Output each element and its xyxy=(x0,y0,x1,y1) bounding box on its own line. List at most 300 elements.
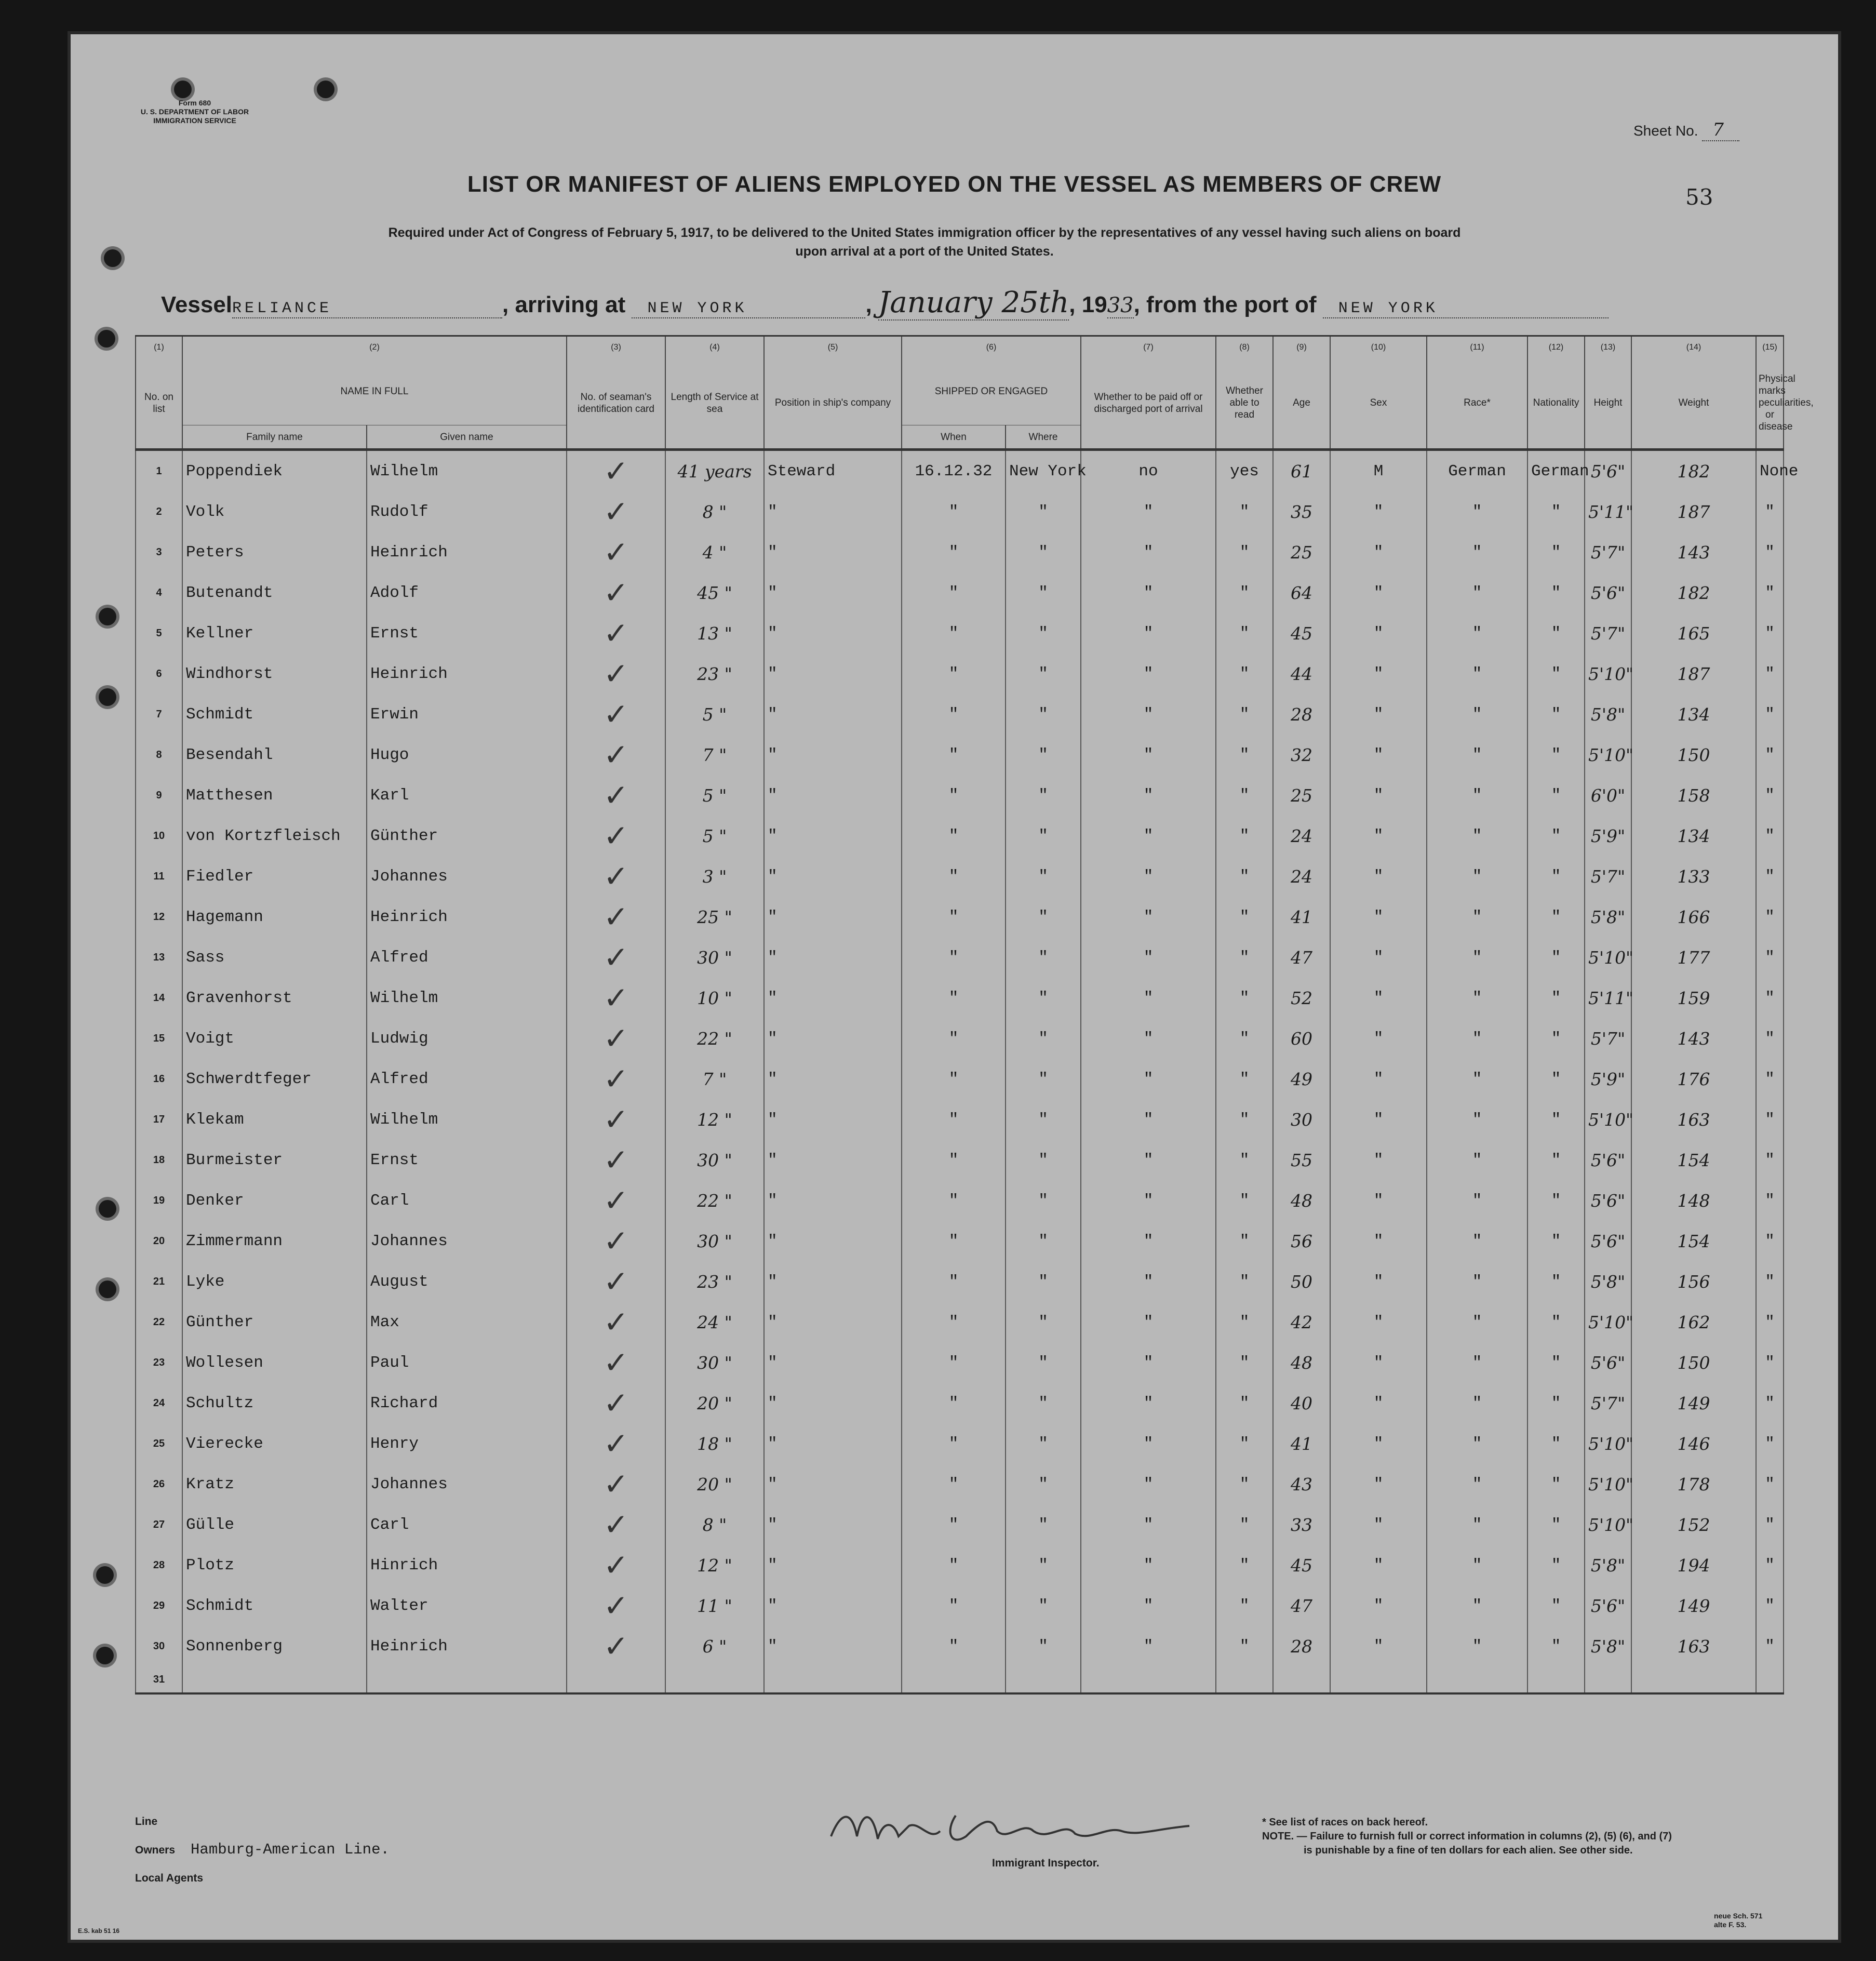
shipped-where-cell: " xyxy=(1006,572,1081,613)
family-name-cell: Sonnenberg xyxy=(182,1626,367,1666)
race-cell: " xyxy=(1427,1221,1527,1261)
race-cell: " xyxy=(1427,613,1527,653)
weight-cell: 178 xyxy=(1631,1464,1756,1504)
column-number: (6) xyxy=(902,336,1081,358)
service-name: IMMIGRATION SERVICE xyxy=(153,116,236,125)
race-cell: " xyxy=(1427,735,1527,775)
position-cell: " xyxy=(764,1140,902,1180)
sex-cell: M xyxy=(1330,450,1427,492)
given-name-cell: Johannes xyxy=(367,1221,567,1261)
header-shipped-engaged: SHIPPED OR ENGAGED xyxy=(902,357,1081,425)
physical-marks-cell: " xyxy=(1756,1099,1784,1140)
nationality-cell: " xyxy=(1527,653,1585,694)
able-to-read-cell: " xyxy=(1216,572,1273,613)
column-number: (15) xyxy=(1756,336,1784,358)
weight-cell: 163 xyxy=(1631,1099,1756,1140)
length-of-service-cell: 6 " xyxy=(665,1626,764,1666)
sex-cell: " xyxy=(1330,1342,1427,1383)
nationality-cell: " xyxy=(1527,1221,1585,1261)
shipped-when-cell: " xyxy=(902,1221,1006,1261)
sex-cell: " xyxy=(1330,816,1427,856)
table-row xyxy=(136,1018,1784,1059)
physical-marks-cell: " xyxy=(1756,1464,1784,1504)
position-cell: " xyxy=(764,1180,902,1221)
header-family-name: Family name xyxy=(182,425,367,450)
column-number: (5) xyxy=(764,336,902,358)
shipped-where-cell: " xyxy=(1006,735,1081,775)
sheet-number-field xyxy=(1633,119,1739,140)
length-of-service-cell: 13 " xyxy=(665,613,764,653)
given-name-cell: Carl xyxy=(367,1504,567,1545)
column-number: (7) xyxy=(1081,336,1216,358)
line-field xyxy=(135,1808,390,1836)
family-name-cell: Matthesen xyxy=(182,775,367,816)
position-cell: " xyxy=(764,491,902,532)
height-cell: 5'8" xyxy=(1585,897,1631,937)
column-number: (11) xyxy=(1427,336,1527,358)
physical-marks-cell: " xyxy=(1756,897,1784,937)
paid-off-cell: " xyxy=(1081,1464,1216,1504)
shipped-when-cell: 16.12.32 xyxy=(902,450,1006,492)
shipped-where-cell: " xyxy=(1006,1018,1081,1059)
id-card-check-cell: ✓ xyxy=(567,735,665,775)
header-position: Position in ship's company xyxy=(764,357,902,450)
length-of-service-cell: 20 " xyxy=(665,1464,764,1504)
race-cell: " xyxy=(1427,532,1527,572)
age-cell: 64 xyxy=(1273,572,1330,613)
paid-off-cell: " xyxy=(1081,1504,1216,1545)
shipped-when-cell: " xyxy=(902,1504,1006,1545)
paid-off-cell: " xyxy=(1081,653,1216,694)
height-cell: 5'10" xyxy=(1585,653,1631,694)
shipped-when-cell: " xyxy=(902,694,1006,735)
shipped-where-cell: " xyxy=(1006,937,1081,978)
sex-cell: " xyxy=(1330,1626,1427,1666)
weight-cell: 187 xyxy=(1631,653,1756,694)
position-cell: " xyxy=(764,937,902,978)
weight-cell: 154 xyxy=(1631,1221,1756,1261)
row-number-cell: 9 xyxy=(136,775,182,816)
given-name-cell: Ludwig xyxy=(367,1018,567,1059)
family-name-cell: Schmidt xyxy=(182,694,367,735)
height-cell: 5'7" xyxy=(1585,613,1631,653)
header-height: Height xyxy=(1585,357,1631,450)
length-of-service-cell: 4 " xyxy=(665,532,764,572)
header-length-service: Length of Service at sea xyxy=(665,357,764,450)
id-card-check-cell: ✓ xyxy=(567,775,665,816)
age-cell: 24 xyxy=(1273,856,1330,897)
nationality-cell: " xyxy=(1527,816,1585,856)
given-name-cell: August xyxy=(367,1261,567,1302)
id-card-check-cell: ✓ xyxy=(567,653,665,694)
able-to-read-cell: " xyxy=(1216,1180,1273,1221)
paid-off-cell: " xyxy=(1081,1059,1216,1099)
age-cell: 35 xyxy=(1273,491,1330,532)
length-of-service-cell: 24 " xyxy=(665,1302,764,1342)
able-to-read-cell: " xyxy=(1216,816,1273,856)
shipped-where-cell: " xyxy=(1006,491,1081,532)
shipped-when-cell: " xyxy=(902,1585,1006,1626)
shipped-where-cell: " xyxy=(1006,1342,1081,1383)
family-name-cell: Gülle xyxy=(182,1504,367,1545)
position-cell: " xyxy=(764,1464,902,1504)
header-id-card: No. of seaman's identification card xyxy=(567,357,665,450)
position-cell: " xyxy=(764,1423,902,1464)
id-card-check-cell: ✓ xyxy=(567,1585,665,1626)
height-cell: 5'8" xyxy=(1585,1261,1631,1302)
shipped-when-cell: " xyxy=(902,1464,1006,1504)
family-name-cell: Vierecke xyxy=(182,1423,367,1464)
height-cell: 5'6" xyxy=(1585,1585,1631,1626)
shipped-when-cell: " xyxy=(902,653,1006,694)
row-number-cell: 21 xyxy=(136,1261,182,1302)
age-cell: 47 xyxy=(1273,1585,1330,1626)
table-row xyxy=(136,572,1784,613)
table-row xyxy=(136,1423,1784,1464)
table-row xyxy=(136,775,1784,816)
position-cell: " xyxy=(764,978,902,1018)
shipped-where-cell: " xyxy=(1006,978,1081,1018)
age-cell: 41 xyxy=(1273,1423,1330,1464)
age-cell: 40 xyxy=(1273,1383,1330,1423)
footnote-penalty: NOTE. — Failure to furnish full or correct information in columns (2), (5) (6), and (7) xyxy=(1262,1831,1672,1842)
length-of-service-cell: 22 " xyxy=(665,1018,764,1059)
header-paid-off: Whether to be paid off or discharged port of arrival xyxy=(1081,357,1216,450)
page-number: 53 xyxy=(1685,184,1713,210)
position-cell: " xyxy=(764,1342,902,1383)
owners-label: Owners xyxy=(135,1844,176,1856)
sex-cell: " xyxy=(1330,1261,1427,1302)
age-cell: 25 xyxy=(1273,532,1330,572)
height-cell: 5'6" xyxy=(1585,1140,1631,1180)
punch-hole xyxy=(99,608,116,625)
race-cell: " xyxy=(1427,937,1527,978)
weight-cell: 152 xyxy=(1631,1504,1756,1545)
age-cell: 28 xyxy=(1273,694,1330,735)
given-name-cell: Ernst xyxy=(367,613,567,653)
punch-hole xyxy=(104,249,122,267)
id-card-check-cell: ✓ xyxy=(567,572,665,613)
nationality-cell: " xyxy=(1527,1464,1585,1504)
printer-code: E.S. kab 51 16 xyxy=(78,1927,120,1935)
paid-off-cell: " xyxy=(1081,816,1216,856)
row-number-cell: 8 xyxy=(136,735,182,775)
vessel-label: Vessel xyxy=(161,292,233,317)
id-card-check-cell: ✓ xyxy=(567,1504,665,1545)
sex-cell: " xyxy=(1330,897,1427,937)
position-cell: " xyxy=(764,775,902,816)
height-cell: 5'9" xyxy=(1585,1059,1631,1099)
shipped-when-cell: " xyxy=(902,572,1006,613)
length-of-service-cell: 30 " xyxy=(665,1140,764,1180)
family-name-cell: Denker xyxy=(182,1180,367,1221)
position-cell: " xyxy=(764,1545,902,1585)
family-name-cell: Burmeister xyxy=(182,1140,367,1180)
table-row xyxy=(136,1383,1784,1423)
arriving-port: NEW YORK xyxy=(632,300,865,318)
paid-off-cell: " xyxy=(1081,572,1216,613)
able-to-read-cell: " xyxy=(1216,775,1273,816)
sex-cell: " xyxy=(1330,856,1427,897)
weight-cell: 143 xyxy=(1631,532,1756,572)
empty-cell xyxy=(182,1666,367,1693)
physical-marks-cell: " xyxy=(1756,1504,1784,1545)
sex-cell: " xyxy=(1330,1099,1427,1140)
row-number-cell: 4 xyxy=(136,572,182,613)
paid-off-cell: " xyxy=(1081,1545,1216,1585)
family-name-cell: von Kortzfleisch xyxy=(182,816,367,856)
length-of-service-cell: 10 " xyxy=(665,978,764,1018)
age-cell: 61 xyxy=(1273,450,1330,492)
race-cell: " xyxy=(1427,1464,1527,1504)
empty-cell xyxy=(1081,1666,1216,1693)
position-cell: " xyxy=(764,816,902,856)
document-subtitle xyxy=(275,223,1574,261)
height-cell: 5'11" xyxy=(1585,978,1631,1018)
length-of-service-cell: 45 " xyxy=(665,572,764,613)
punch-hole xyxy=(96,1647,114,1664)
height-cell: 5'10" xyxy=(1585,1302,1631,1342)
id-card-check-cell: ✓ xyxy=(567,1626,665,1666)
given-name-cell: Erwin xyxy=(367,694,567,735)
row-number-cell: 11 xyxy=(136,856,182,897)
column-number: (3) xyxy=(567,336,665,358)
height-cell: 5'7" xyxy=(1585,532,1631,572)
footer-fields xyxy=(135,1808,390,1892)
table-row-empty xyxy=(136,1666,1784,1693)
weight-cell: 156 xyxy=(1631,1261,1756,1302)
sex-cell: " xyxy=(1330,978,1427,1018)
weight-cell: 177 xyxy=(1631,937,1756,978)
archive-ref-old: alte F. 53. xyxy=(1714,1920,1747,1929)
header-sex: Sex xyxy=(1330,357,1427,450)
physical-marks-cell: " xyxy=(1756,1018,1784,1059)
paid-off-cell: " xyxy=(1081,1099,1216,1140)
local-agents-field xyxy=(135,1864,390,1892)
id-card-check-cell: ✓ xyxy=(567,1342,665,1383)
able-to-read-cell: " xyxy=(1216,1585,1273,1626)
arrival-date: January 25th xyxy=(878,286,1069,319)
age-cell: 48 xyxy=(1273,1180,1330,1221)
row-number-cell: 29 xyxy=(136,1585,182,1626)
height-cell: 6'0" xyxy=(1585,775,1631,816)
sex-cell: " xyxy=(1330,1059,1427,1099)
paid-off-cell: " xyxy=(1081,1302,1216,1342)
shipped-when-cell: " xyxy=(902,532,1006,572)
physical-marks-cell: " xyxy=(1756,1383,1784,1423)
sex-cell: " xyxy=(1330,572,1427,613)
empty-cell xyxy=(1585,1666,1631,1693)
id-card-check-cell: ✓ xyxy=(567,1464,665,1504)
id-card-check-cell: ✓ xyxy=(567,897,665,937)
row-number-cell: 6 xyxy=(136,653,182,694)
row-number-cell: 26 xyxy=(136,1464,182,1504)
table-body xyxy=(136,450,1799,1694)
physical-marks-cell: " xyxy=(1756,653,1784,694)
nationality-cell: " xyxy=(1527,1140,1585,1180)
empty-cell xyxy=(1527,1666,1585,1693)
shipped-when-cell: " xyxy=(902,816,1006,856)
able-to-read-cell: " xyxy=(1216,1140,1273,1180)
able-to-read-cell: " xyxy=(1216,897,1273,937)
id-card-check-cell: ✓ xyxy=(567,532,665,572)
table-row xyxy=(136,937,1784,978)
paid-off-cell: " xyxy=(1081,1342,1216,1383)
age-cell: 25 xyxy=(1273,775,1330,816)
family-name-cell: Wollesen xyxy=(182,1342,367,1383)
sex-cell: " xyxy=(1330,937,1427,978)
shipped-when-cell: " xyxy=(902,1342,1006,1383)
able-to-read-cell: " xyxy=(1216,1342,1273,1383)
physical-marks-cell: " xyxy=(1756,1140,1784,1180)
header-able-read: Whether able to read xyxy=(1216,357,1273,450)
height-cell: 5'10" xyxy=(1585,735,1631,775)
weight-cell: 149 xyxy=(1631,1585,1756,1626)
paid-off-cell: " xyxy=(1081,1383,1216,1423)
empty-cell xyxy=(1756,1666,1784,1693)
age-cell: 60 xyxy=(1273,1018,1330,1059)
able-to-read-cell: " xyxy=(1216,1059,1273,1099)
position-cell: " xyxy=(764,1302,902,1342)
able-to-read-cell: " xyxy=(1216,1261,1273,1302)
family-name-cell: Windhorst xyxy=(182,653,367,694)
age-cell: 56 xyxy=(1273,1221,1330,1261)
height-cell: 5'7" xyxy=(1585,1383,1631,1423)
given-name-cell: Wilhelm xyxy=(367,978,567,1018)
weight-cell: 158 xyxy=(1631,775,1756,816)
shipped-where-cell: " xyxy=(1006,1464,1081,1504)
able-to-read-cell: " xyxy=(1216,937,1273,978)
shipped-when-cell: " xyxy=(902,491,1006,532)
height-cell: 5'10" xyxy=(1585,1099,1631,1140)
nationality-cell: " xyxy=(1527,491,1585,532)
shipped-where-cell: " xyxy=(1006,897,1081,937)
able-to-read-cell: " xyxy=(1216,1504,1273,1545)
family-name-cell: Fiedler xyxy=(182,856,367,897)
position-cell: " xyxy=(764,1059,902,1099)
nationality-cell: " xyxy=(1527,1383,1585,1423)
table-row xyxy=(136,1140,1784,1180)
position-cell: " xyxy=(764,1221,902,1261)
able-to-read-cell: " xyxy=(1216,491,1273,532)
archive-reference xyxy=(1714,1912,1762,1929)
given-name-cell: Richard xyxy=(367,1383,567,1423)
from-port: NEW YORK xyxy=(1323,300,1609,318)
sex-cell: " xyxy=(1330,1018,1427,1059)
paid-off-cell: " xyxy=(1081,694,1216,735)
sheet-number-label: Sheet No. xyxy=(1633,123,1698,139)
given-name-cell: Ernst xyxy=(367,1140,567,1180)
table-row xyxy=(136,491,1784,532)
empty-cell xyxy=(1631,1666,1756,1693)
paid-off-cell: " xyxy=(1081,856,1216,897)
id-card-check-cell: ✓ xyxy=(567,613,665,653)
from-port-label: , from the port of xyxy=(1133,292,1317,317)
given-name-cell: Max xyxy=(367,1302,567,1342)
column-number: (2) xyxy=(182,336,567,358)
shipped-where-cell: " xyxy=(1006,1099,1081,1140)
able-to-read-cell: " xyxy=(1216,1626,1273,1666)
nationality-cell: " xyxy=(1527,1099,1585,1140)
shipped-when-cell: " xyxy=(902,1180,1006,1221)
position-cell: " xyxy=(764,1585,902,1626)
height-cell: 5'9" xyxy=(1585,816,1631,856)
weight-cell: 150 xyxy=(1631,1342,1756,1383)
immigrant-inspector-label: Immigrant Inspector. xyxy=(992,1857,1100,1869)
empty-cell xyxy=(665,1666,764,1693)
height-cell: 5'10" xyxy=(1585,937,1631,978)
paid-off-cell: " xyxy=(1081,978,1216,1018)
physical-marks-cell: " xyxy=(1756,1585,1784,1626)
position-cell: " xyxy=(764,856,902,897)
physical-marks-cell: " xyxy=(1756,937,1784,978)
sex-cell: " xyxy=(1330,1140,1427,1180)
department-name: U. S. DEPARTMENT OF LABOR xyxy=(140,108,249,116)
empty-cell xyxy=(1330,1666,1427,1693)
physical-marks-cell: " xyxy=(1756,613,1784,653)
age-cell: 55 xyxy=(1273,1140,1330,1180)
id-card-check-cell: ✓ xyxy=(567,1059,665,1099)
paid-off-cell: " xyxy=(1081,1221,1216,1261)
punch-hole xyxy=(98,330,115,348)
position-cell: " xyxy=(764,1261,902,1302)
punch-hole xyxy=(96,1566,114,1584)
column-number: (10) xyxy=(1330,336,1427,358)
able-to-read-cell: " xyxy=(1216,613,1273,653)
row-number-cell: 1 xyxy=(136,450,182,492)
sex-cell: " xyxy=(1330,775,1427,816)
physical-marks-cell: " xyxy=(1756,1261,1784,1302)
table-row xyxy=(136,1545,1784,1585)
shipped-where-cell: " xyxy=(1006,1545,1081,1585)
shipped-where-cell: " xyxy=(1006,613,1081,653)
sex-cell: " xyxy=(1330,1302,1427,1342)
position-cell: " xyxy=(764,532,902,572)
row-number-cell: 15 xyxy=(136,1018,182,1059)
sex-cell: " xyxy=(1330,532,1427,572)
column-number: (4) xyxy=(665,336,764,358)
id-card-check-cell: ✓ xyxy=(567,1018,665,1059)
length-of-service-cell: 5 " xyxy=(665,694,764,735)
age-cell: 24 xyxy=(1273,816,1330,856)
family-name-cell: Lyke xyxy=(182,1261,367,1302)
position-cell: " xyxy=(764,653,902,694)
shipped-when-cell: " xyxy=(902,1261,1006,1302)
table-row xyxy=(136,1302,1784,1342)
able-to-read-cell: " xyxy=(1216,653,1273,694)
empty-cell xyxy=(1216,1666,1273,1693)
given-name-cell: Adolf xyxy=(367,572,567,613)
given-name-cell: Alfred xyxy=(367,937,567,978)
family-name-cell: Poppendiek xyxy=(182,450,367,492)
physical-marks-cell: " xyxy=(1756,1342,1784,1383)
able-to-read-cell: " xyxy=(1216,735,1273,775)
length-of-service-cell: 12 " xyxy=(665,1099,764,1140)
sex-cell: " xyxy=(1330,1221,1427,1261)
row-number-cell: 19 xyxy=(136,1180,182,1221)
sex-cell: " xyxy=(1330,653,1427,694)
able-to-read-cell: " xyxy=(1216,532,1273,572)
inspector-signature xyxy=(826,1800,1200,1857)
nationality-cell: " xyxy=(1527,1545,1585,1585)
weight-cell: 143 xyxy=(1631,1018,1756,1059)
length-of-service-cell: 7 " xyxy=(665,1059,764,1099)
race-cell: " xyxy=(1427,1626,1527,1666)
height-cell: 5'8" xyxy=(1585,1626,1631,1666)
family-name-cell: Schmidt xyxy=(182,1585,367,1626)
weight-cell: 146 xyxy=(1631,1423,1756,1464)
row-number-cell: 27 xyxy=(136,1504,182,1545)
